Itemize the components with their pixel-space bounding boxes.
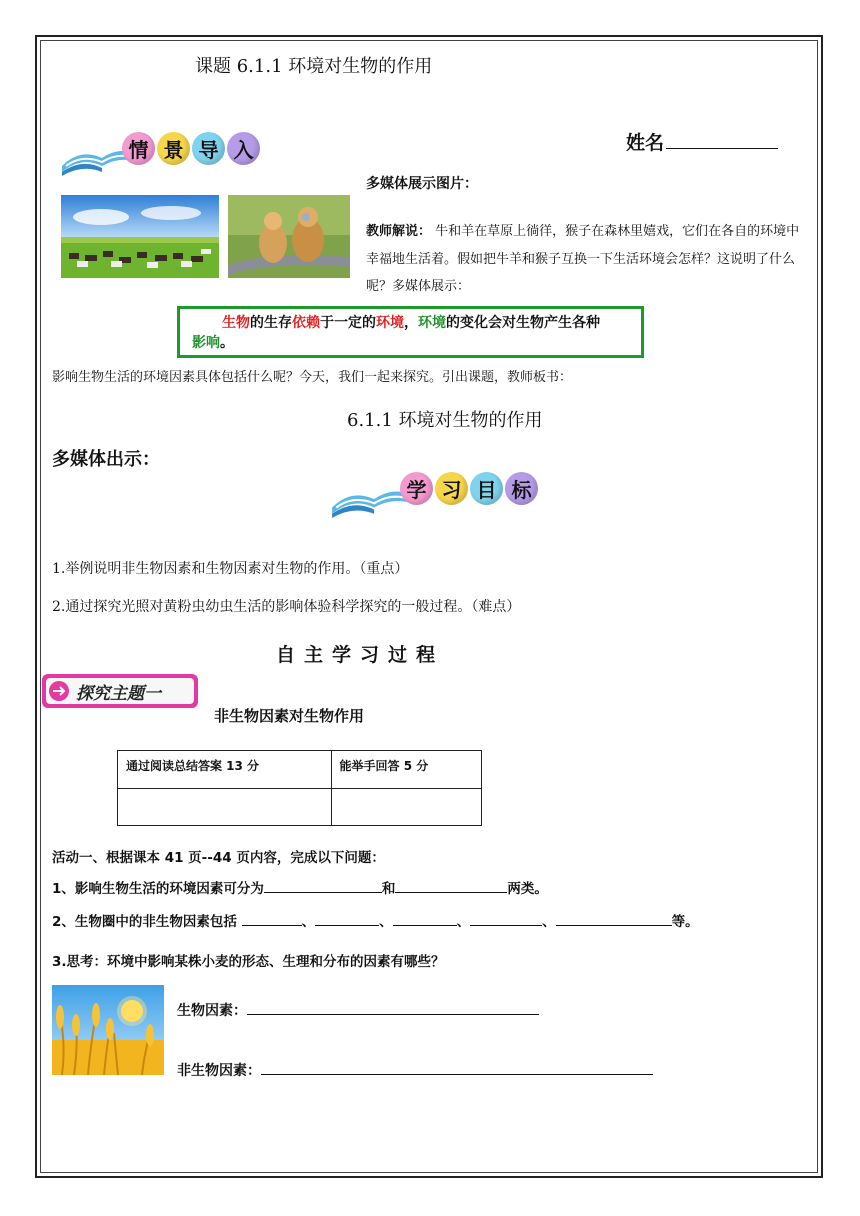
q1-text: 1、影响生物生活的环境因素可分为 (52, 881, 264, 897)
answer-blank[interactable] (315, 913, 379, 926)
q2-text: 等。 (671, 914, 699, 930)
bio-factor-label: 生物因素： (177, 1003, 247, 1019)
question-3: 3.思考：环境中影响某株小麦的形态、生理和分布的因素有哪些？ (52, 954, 445, 970)
topic-tag-label: 探究主题一 (76, 684, 161, 704)
banner-goals (330, 468, 540, 518)
concept-text: 于一定的 (320, 315, 376, 331)
lesson-title: 课题 6.1.1 环境对生物的作用 (195, 56, 433, 77)
topic-tag (42, 670, 198, 712)
banner-char: 情 (122, 132, 155, 165)
answer-blank[interactable] (470, 913, 542, 926)
teacher-text: 牛和羊在草原上徜徉，猴子在森林里嬉戏，它们在各自的环境中幸福地生活着。假如把牛羊和猴子互换一下生活环境会怎样？这说明了什么呢？多媒体展示： (366, 224, 800, 294)
goal-item: 1.举例说明非生物因素和生物因素对生物的作用。（重点） (52, 561, 409, 577)
q2-sep: 、 (456, 914, 471, 930)
q2-text: 2、生物圈中的非生物因素包括 (52, 914, 242, 930)
answer-blank[interactable] (264, 880, 382, 893)
teacher-lead: 教师解说： (366, 224, 432, 239)
concept-text: ， (404, 315, 418, 331)
monkeys-image (228, 195, 350, 278)
intro-line: 影响生物生活的环境因素具体包括什么呢？今天，我们一起来探究。引出课题，教师板书： (52, 370, 573, 385)
wheat-field-image (52, 985, 164, 1075)
keyword: 环境 (418, 315, 446, 331)
key-concept-box (177, 306, 644, 358)
score-cell[interactable] (331, 789, 481, 826)
keyword: 生物 (222, 315, 250, 331)
q1-text: 两类。 (507, 881, 548, 897)
q2-sep: 、 (542, 914, 556, 930)
answer-blank[interactable] (393, 913, 457, 926)
question-1 (52, 877, 548, 897)
self-study-title: 自主学习过程 (276, 644, 445, 666)
concept-text: 的生存 (250, 315, 292, 331)
grassland-cattle-image (61, 195, 219, 278)
abio-factor-label: 非生物因素： (177, 1063, 261, 1079)
media-display-label: 多媒体出示： (52, 449, 160, 470)
keyword: 环境 (376, 315, 404, 331)
student-name-field[interactable] (626, 128, 778, 155)
media-show-label: 多媒体展示图片： (366, 176, 478, 192)
q2-sep: 、 (301, 914, 316, 930)
section-title: 6.1.1 环境对生物的作用 (347, 410, 543, 431)
keyword: 影响 (192, 335, 220, 351)
concept-text: 的变化会对生物产生各种 (446, 315, 600, 331)
score-header: 能举手回答 5 分 (331, 751, 481, 789)
teacher-explanation (366, 218, 811, 301)
topic-subtitle: 非生物因素对生物作用 (214, 707, 365, 725)
bio-factor-row (177, 1000, 539, 1020)
abio-factor-row (177, 1060, 653, 1080)
concept-text: 。 (220, 335, 234, 351)
answer-blank[interactable] (247, 1002, 539, 1015)
answer-blank[interactable] (261, 1062, 653, 1075)
keyword: 依赖 (292, 315, 320, 331)
goal-item: 2.通过探究光照对黄粉虫幼虫生活的影响体验科学探究的一般过程。（难点） (52, 599, 521, 615)
banner-char: 习 (435, 472, 468, 505)
banner-char: 标 (505, 472, 538, 505)
banner-intro (60, 128, 260, 174)
banner-char: 导 (192, 132, 225, 165)
banner-char: 目 (470, 472, 503, 505)
score-table (117, 750, 482, 826)
banner-char: 入 (227, 132, 260, 165)
answer-blank[interactable] (395, 880, 507, 893)
q2-sep: 、 (379, 914, 393, 930)
q1-text: 和 (381, 881, 396, 897)
banner-char: 学 (400, 472, 433, 505)
score-header: 通过阅读总结答案 13 分 (118, 751, 332, 789)
score-cell[interactable] (118, 789, 332, 826)
answer-blank[interactable] (556, 913, 672, 926)
banner-char: 景 (157, 132, 190, 165)
answer-blank[interactable] (242, 913, 302, 926)
name-blank[interactable] (666, 134, 778, 149)
activity-heading: 活动一、根据课本 41 页--44 页内容，完成以下问题： (52, 850, 385, 866)
question-2 (52, 910, 699, 930)
name-label: 姓名 (626, 132, 665, 154)
